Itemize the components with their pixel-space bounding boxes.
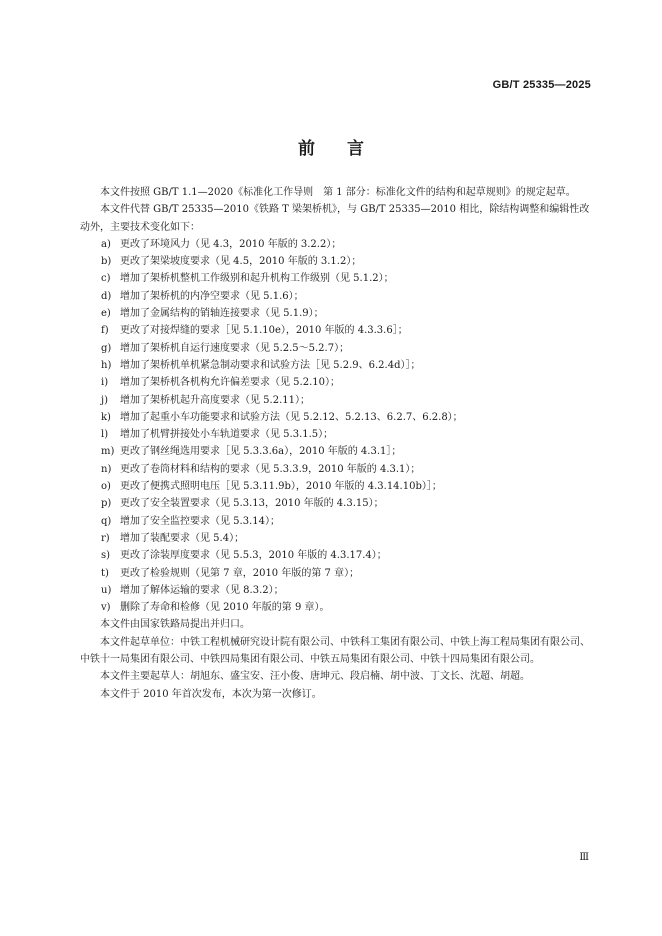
list-item-label: k) [101,411,111,423]
list-item-text: 更改了对接焊缝的要求［见 5.1.10e），2010 年版的 4.3.3.6］； [120,325,408,337]
list-item [80,409,592,426]
list-item [80,599,592,616]
list-item-label: v) [101,602,111,614]
list-item-text: 增加了架桥机的内净空要求（见 5.1.6）； [120,290,304,302]
list-item-label: a) [101,238,111,250]
page-title: 前言 [298,139,396,159]
list-item-label: d) [101,290,112,302]
list-item-label: h) [101,359,112,371]
list-item [80,530,592,547]
list-item-label: r) [101,532,110,544]
list-item-text: 增加了解体运输的要求（见 8.3.2）； [120,584,284,596]
list-item-text: 增加了起重小车功能要求和试验方法（见 5.2.12、5.2.13、6.2.7、6.2.8）； [120,411,463,423]
list-item-text: 增加了架桥机各机构允许偏差要求（见 5.2.10）； [120,377,340,389]
paragraph: 本文件起草单位：中铁工程机械研究设计院有限公司、中铁科工集团有限公司、中铁上海工程局集团有限公司、中铁十一局集团有限公司、中铁四局集团有限公司、中铁五局集团有限公司、中铁十四局集团有限公司。 [80,636,590,666]
list-item-text: 增加了安全监控要求（见 5.3.14）； [120,515,280,527]
paragraph: 本文件由国家铁路局提出并归口。 [100,619,250,631]
list-item-text: 删除了寿命和检修（见 2010 年版的第 9 章）。 [120,602,330,614]
list-item [80,426,592,443]
list-item-label: o) [101,481,111,493]
list-item-text: 更改了检验规则（见第 7 章，2010 年版的第 7 章）； [120,567,360,579]
page-number: Ⅲ [579,852,589,863]
list-item-text: 更改了安全装置要求（见 5.3.13，2010 年版的 4.3.15）； [120,498,384,510]
list-item [80,340,592,357]
paragraph: 本文件按照 GB/T 1.1—2020《标准化工作导则 第 1 部分：标准化文件的结构和起草规则》的规定起草。 [100,187,576,198]
list-item [80,322,592,339]
list-item [80,305,592,322]
list-item [80,253,592,270]
list-item-text: 更改了架梁坡度要求（见 4.5，2010 年版的 3.1.2）； [120,256,362,268]
list-item-text: 增加了架桥机整机工作级别和起升机构工作级别（见 5.1.2）； [120,273,394,285]
list-item-label: s) [101,550,111,562]
list-item-text: 增加了架桥机单机紧急制动要求和试验方法［见 5.2.9、6.2.4d）］； [120,359,421,371]
list-item-label: m) [101,446,115,458]
list-item-text: 更改了钢丝绳选用要求［见 5.3.3.6a），2010 年版的 4.3.1］； [120,446,402,458]
list-item-label: b) [101,256,112,268]
list-item-label: u) [101,584,112,596]
list-item-text: 更改了环境风力（见 4.3，2010 年版的 3.2.2）； [120,238,342,250]
list-item-label: e) [101,308,111,320]
list-item-label: j) [101,394,109,406]
list-item-label: q) [101,515,112,527]
list-item-label: t) [101,567,109,579]
list-item-text: 增加了装配要求（见 5.4）； [120,532,245,544]
list-item [80,288,592,305]
list-item-label: f) [101,325,109,337]
document-body [80,184,592,703]
list-item [80,357,592,374]
list-item [80,565,592,582]
standard-number: GB/T 25335—2025 [492,79,591,91]
list-item [80,582,592,599]
list-item [80,236,592,253]
list-item-label: c) [101,273,111,285]
list-item-text: 增加了金属结构的销轴连接要求（见 5.1.9）； [120,308,324,320]
list-item-text: 更改了卷筒材料和结构的要求（见 5.3.3.9，2010 年版的 4.3.1）； [120,463,421,475]
paragraph: 本文件于 2010 年首次发布，本次为第一次修订。 [100,688,322,700]
paragraph: 本文件主要起草人：胡旭东、盛宝安、汪小俊、唐坤元、段启楠、胡中波、丁文长、沈超、胡超。 [100,671,530,683]
list-item-text: 增加了机臂拼接处小车轨道要求（见 5.3.1.5）； [120,429,334,441]
list-item [80,513,592,530]
list-item-label: i) [101,377,109,389]
list-item-label: p) [101,498,112,510]
change-list [80,236,592,617]
list-item-text: 增加了架桥机起升高度要求（见 5.2.11）； [120,394,310,406]
list-item [80,495,592,512]
list-item [80,392,592,409]
list-item-label: n) [101,463,112,475]
paragraph: 本文件代替 GB/T 25335—2010《铁路 T 梁架桥机》，与 GB/T 25335—2010 相比，除结构调整和编辑性改动外，主要技术变化如下： [80,204,590,233]
list-item-label: g) [101,342,112,354]
list-item [80,443,592,460]
list-item [80,478,592,495]
list-item-text: 增加了架桥机自运行速度要求（见 5.2.5～5.2.7）； [120,342,350,354]
list-item [80,461,592,478]
list-item-label: l) [101,429,109,441]
list-item [80,270,592,287]
list-item-text: 更改了涂装厚度要求（见 5.5.3，2010 年版的 4.3.17.4）； [120,550,387,562]
list-item [80,547,592,564]
list-item-text: 更改了便携式照明电压［见 5.3.11.9b），2010 年版的 4.3.14.10b）］； [120,481,442,493]
list-item [80,374,592,391]
